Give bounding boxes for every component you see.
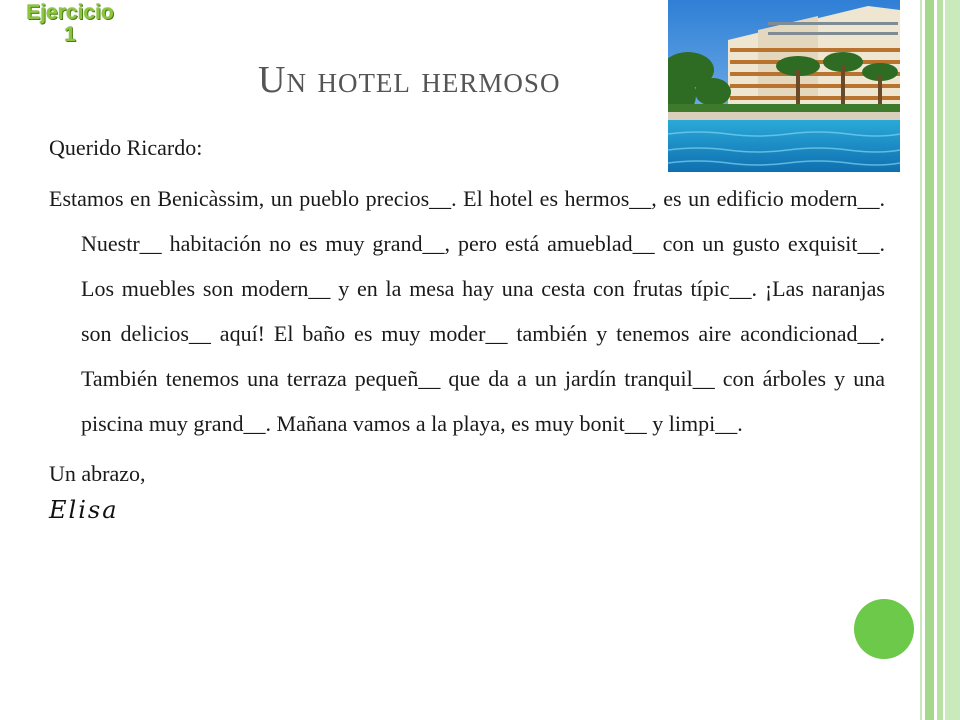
letter-salutation: Querido Ricardo: [49, 135, 203, 160]
letter-signature: Elisa [49, 496, 119, 524]
right-border-stripes [920, 0, 960, 720]
letter-body: Estamos en Benicàssim, un pueblo precios__. El hotel es hermos__, es un edificio modern__. Nuestr__ habitación no es muy grand__, pero está amueblad__ con un gusto exquisit__. Los muebles son modern__ y en la mesa hay una cesta con frutas típic__. ¡Las naranjas son delicios__ aquí! El baño es muy moder__ también y tenemos aire acondicionad__. También tenemos una terraza pequeñ__ que da a un jardín tranquil__ con árboles y una piscina muy grand__. Mañana vamos a la playa, es muy bonit__ y limpi__. [49, 186, 885, 436]
letter [49, 130, 885, 524]
page-title: Un hotel hermoso [258, 59, 561, 101]
decorative-green-circle [854, 599, 914, 659]
exercise-badge-label: Ejercicio [26, 1, 114, 24]
letter-closing: Un abrazo, [49, 461, 146, 486]
exercise-badge-number: 1 [64, 23, 76, 46]
exercise-badge [13, 2, 127, 46]
